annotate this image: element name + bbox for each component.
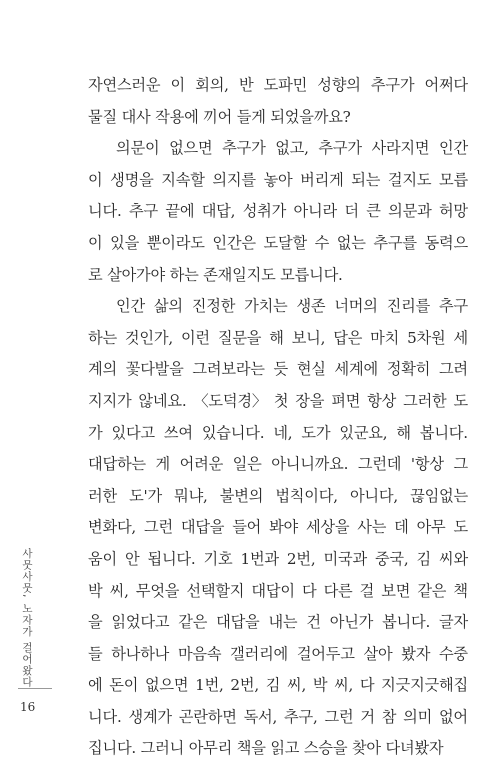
word: 그런데 xyxy=(357,455,402,474)
word: 같은 xyxy=(417,581,447,600)
text-line xyxy=(88,670,468,702)
word: 끊임없는 xyxy=(410,486,468,505)
word: 그려 xyxy=(438,360,468,379)
paragraph xyxy=(88,291,468,765)
word: 마치 xyxy=(370,328,400,347)
word: 박 xyxy=(312,676,328,695)
word: 미국과 xyxy=(323,549,367,568)
word: 생명을 xyxy=(110,170,154,189)
word: 선택할지 xyxy=(186,581,245,600)
word: 씨, xyxy=(109,581,129,600)
word: 아닌가 xyxy=(329,613,374,632)
word: 1번과 xyxy=(240,549,279,568)
word: 놓아 xyxy=(263,170,293,189)
word: 김 xyxy=(416,549,432,568)
word: 5차원 xyxy=(407,328,446,347)
word: 자연스러운 xyxy=(88,76,161,94)
word: 박 xyxy=(88,581,103,600)
word: 더 xyxy=(344,202,359,221)
word: '항상 xyxy=(410,455,444,474)
word: 법칙이다, xyxy=(275,486,338,505)
word: 사는 xyxy=(357,518,387,537)
word: 봅니다. xyxy=(419,423,468,442)
word: 계의 xyxy=(88,360,117,379)
word: 대답을 xyxy=(180,518,225,537)
word: 버리게 xyxy=(300,170,344,189)
word: 2번, xyxy=(230,676,259,695)
word: 의문이 xyxy=(116,139,160,158)
word: 하는 xyxy=(88,328,117,347)
text-line xyxy=(88,544,468,576)
word: 생계가 xyxy=(128,707,172,726)
word: 이 xyxy=(88,170,103,189)
word: 들어 xyxy=(232,518,262,537)
text-line xyxy=(88,70,468,102)
text-line xyxy=(88,354,468,386)
word: 독서, xyxy=(243,707,278,726)
word: 니다. xyxy=(88,202,122,221)
text-line: 로 살아가야 하는 존재일지도 모릅니다. xyxy=(88,265,343,284)
word: 끝에 xyxy=(165,202,195,221)
word: 펴면 xyxy=(331,391,361,410)
word: 아니라 xyxy=(293,202,337,221)
word: 이 xyxy=(88,233,103,252)
paragraph xyxy=(88,133,468,291)
word: 살아 xyxy=(363,644,393,663)
word: 의문과 xyxy=(388,202,432,221)
word: 그런 xyxy=(324,707,354,726)
word: 불변의 xyxy=(219,486,264,505)
word: 추구를 xyxy=(373,233,417,252)
word: 을 xyxy=(88,613,103,632)
word: 있습니다. xyxy=(201,423,265,442)
word: 다 xyxy=(359,676,375,695)
word: 아무 xyxy=(416,518,446,537)
word: 도파민 xyxy=(263,76,308,94)
word: 도'가 xyxy=(129,486,162,505)
word: 회의, xyxy=(195,76,229,94)
word: 인간 xyxy=(439,139,468,158)
text-line xyxy=(88,481,468,513)
word: 하나하나 xyxy=(111,644,170,663)
word: 1번, xyxy=(195,676,224,695)
text-line xyxy=(88,702,468,734)
text-line xyxy=(88,418,468,450)
word: 됩니다. xyxy=(147,549,196,568)
word: 대답, xyxy=(201,202,236,221)
text-line xyxy=(88,323,468,355)
word: 네, xyxy=(273,423,293,442)
word: 그러한 xyxy=(403,391,447,410)
body-text xyxy=(88,70,468,765)
word: 2번, xyxy=(286,549,316,568)
word: 읽었다고 xyxy=(111,613,170,632)
word: 도 xyxy=(453,391,468,410)
word: 듯 xyxy=(273,360,289,379)
word: 책 xyxy=(453,581,468,600)
word: 씨, xyxy=(334,676,354,695)
word: 거 xyxy=(360,707,375,726)
text-line xyxy=(88,291,468,323)
text-line xyxy=(88,165,468,197)
word: 글자 xyxy=(439,613,468,632)
word: 답은 xyxy=(333,328,363,347)
word: 가치는 xyxy=(244,297,288,316)
word: 없고, xyxy=(275,139,309,158)
word: 걸 xyxy=(359,581,375,600)
text-line xyxy=(88,228,468,260)
word: 봤자 xyxy=(401,644,431,663)
word: 없으면 xyxy=(144,676,189,695)
word: 사라지면 xyxy=(371,139,430,158)
word: 진리를 xyxy=(386,297,431,316)
word: 첫 xyxy=(273,391,289,410)
word: 무엇을 xyxy=(135,581,180,600)
word: 수중 xyxy=(438,644,468,663)
word: 있다고 xyxy=(111,423,155,442)
word: 장을 xyxy=(295,391,325,410)
text-line: 집니다. 그러니 아무리 책을 읽고 스승을 찾아 다녀봤자 xyxy=(88,739,444,758)
word: 걸지도 xyxy=(387,170,432,189)
word: 도가 xyxy=(301,423,331,442)
word: 도 xyxy=(453,518,468,537)
word: 아니니까요. xyxy=(271,455,349,474)
page-number: 16 xyxy=(20,700,36,714)
word: 기호 xyxy=(203,549,233,568)
word: 의미 xyxy=(403,707,433,726)
word: 걸어두고 xyxy=(296,644,355,663)
word: 현실 xyxy=(296,360,326,379)
word: 변화다, xyxy=(88,518,137,537)
running-title: 사뭇사뭇, 노자가 걸어왔다 xyxy=(21,548,33,688)
word: 없는 xyxy=(336,233,366,252)
word: 움이 xyxy=(88,549,117,568)
word: 진정한 xyxy=(191,297,236,316)
word: 수 xyxy=(314,233,330,252)
word: 어려운 xyxy=(179,455,224,474)
word: 아니다, xyxy=(349,486,398,505)
text-line xyxy=(88,386,468,418)
word: 김 xyxy=(265,676,281,695)
word: 봐야 xyxy=(269,518,299,537)
text-line xyxy=(88,196,468,228)
word: 내는 xyxy=(268,613,298,632)
word: 없어 xyxy=(438,707,468,726)
word: 그런 xyxy=(143,518,173,537)
word: 일은 xyxy=(232,455,262,474)
word: 추구 xyxy=(128,202,158,221)
word: 성취가 xyxy=(242,202,287,221)
word: 인간은 xyxy=(212,233,256,252)
word: 너머의 xyxy=(334,297,378,316)
word: 지긋지긋해집 xyxy=(381,676,468,695)
word: 모릅 xyxy=(439,170,468,189)
word: 추구, xyxy=(284,707,318,726)
word: 추구 xyxy=(439,297,468,316)
word: 큰 xyxy=(366,202,381,221)
word: 항상 xyxy=(367,391,397,410)
text-line xyxy=(88,607,468,639)
word: 대답하는 xyxy=(88,455,146,474)
word: 성향의 xyxy=(317,76,361,94)
word: 참 xyxy=(381,707,397,726)
word: 돈이 xyxy=(109,676,139,695)
word: 꽃다발을 xyxy=(125,360,184,379)
word: 해 xyxy=(396,423,411,442)
text-line xyxy=(88,133,468,165)
word: 안 xyxy=(124,549,140,568)
word: 추구가 xyxy=(222,139,266,158)
word: 세계에 xyxy=(334,360,378,379)
paragraph xyxy=(88,70,468,133)
text-line: 물질 대사 작용에 끼어 들게 되었을까요? xyxy=(88,107,351,126)
word: 곤란하면 xyxy=(178,707,237,726)
word: 봅니다. xyxy=(382,613,431,632)
word: 다 xyxy=(301,581,317,600)
word: 같은 xyxy=(178,613,208,632)
word: 도달할 xyxy=(263,233,307,252)
word: 않네요. xyxy=(138,391,187,410)
word: 씨, xyxy=(286,676,307,695)
word: 다른 xyxy=(323,581,353,600)
word: 이런 xyxy=(180,328,210,347)
word: 허망 xyxy=(438,202,468,221)
word: 그려보라는 xyxy=(192,360,265,379)
word: 해 xyxy=(269,328,284,347)
word: 중국, xyxy=(374,549,409,568)
word: 에 xyxy=(88,676,103,695)
text-line xyxy=(88,449,468,481)
word: 가 xyxy=(88,423,103,442)
word: 마음속 xyxy=(177,644,222,663)
word: 건 xyxy=(306,613,321,632)
word: 없으면 xyxy=(169,139,213,158)
word: 반 xyxy=(238,76,254,94)
word: 어쩌다 xyxy=(424,76,468,94)
word: 질문을 xyxy=(217,328,262,347)
word: 뿐이라도 xyxy=(146,233,205,252)
word: 추구가 xyxy=(370,76,415,94)
word: 세 xyxy=(453,328,468,347)
word: 것인가, xyxy=(124,328,173,347)
word: 〈도덕경〉 xyxy=(193,391,267,410)
word: 지지가 xyxy=(88,391,132,410)
word: 니다. xyxy=(88,707,122,726)
text-line xyxy=(88,639,468,671)
word: 뭐냐, xyxy=(174,486,208,505)
word: 있군요, xyxy=(339,423,388,442)
word: 게 xyxy=(155,455,170,474)
word: 쓰여 xyxy=(163,423,193,442)
word: 삶의 xyxy=(153,297,183,316)
word: 보니, xyxy=(291,328,326,347)
word: 생존 xyxy=(296,297,326,316)
word: 인간 xyxy=(116,297,145,316)
word: 러한 xyxy=(88,486,117,505)
word: 있을 xyxy=(110,233,140,252)
word: 보면 xyxy=(381,581,411,600)
word: 지속할 xyxy=(161,170,205,189)
word: 들 xyxy=(88,644,103,663)
word: 대답이 xyxy=(251,581,295,600)
word: 되는 xyxy=(351,170,381,189)
word: 추구가 xyxy=(318,139,362,158)
word: 동력으 xyxy=(424,233,468,252)
text-line xyxy=(88,576,468,608)
page-divider xyxy=(18,688,52,689)
word: 세상을 xyxy=(305,518,350,537)
word: 갤러리에 xyxy=(230,644,289,663)
word: 씨와 xyxy=(439,549,468,568)
word: 정확히 xyxy=(386,360,431,379)
text-line xyxy=(88,512,468,544)
word: 그 xyxy=(453,455,468,474)
word: 대답을 xyxy=(216,613,260,632)
word: 의지를 xyxy=(212,170,256,189)
word: 데 xyxy=(394,518,409,537)
word: 이 xyxy=(170,76,186,94)
